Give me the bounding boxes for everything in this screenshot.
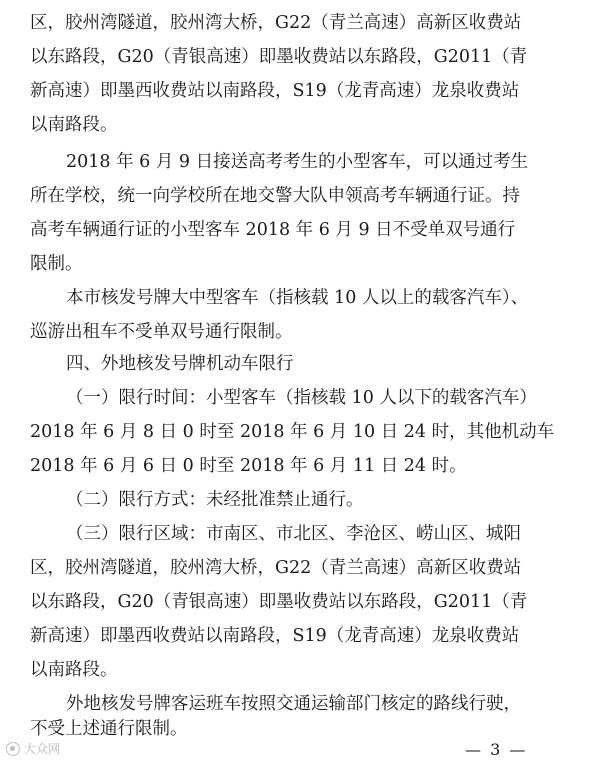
text-line: 限制。: [30, 254, 83, 274]
text-line: 外地核发号牌客运班车按照交通运输部门核定的路线行驶，: [66, 694, 521, 714]
section-heading: 四、外地核发号牌机动车限行: [66, 354, 294, 374]
watermark-text: 大众网: [24, 742, 61, 756]
text-line: 2018 年 6 月 6 日 0 时至 2018 年 6 月 11 日 24 时。: [30, 456, 467, 476]
text-line: 区，胶州湾隧道，胶州湾大桥，G22（青兰高速）高新区收费站: [30, 13, 522, 33]
text-line: 以东路段，G20（青银高速）即墨收费站以东路段，G2011（青: [30, 592, 528, 612]
text-line: 高考车辆通行证的小型客车 2018 年 6 月 9 日不受单双号通行: [30, 220, 516, 240]
text-line: 区，胶州湾隧道，胶州湾大桥，G22（青兰高速）高新区收费站: [30, 558, 522, 578]
text-line: 新高速）即墨西收费站以南路段，S19（龙青高速）龙泉收费站: [30, 81, 520, 101]
text-line: 以南路段。: [30, 115, 118, 135]
watermark-logo-icon: [6, 742, 20, 756]
watermark: [6, 740, 60, 757]
text-line: （一）限行时间：小型客车（指核载 10 人以下的载客汽车）: [66, 388, 537, 408]
page-number: — 3 —: [465, 740, 528, 759]
text-line: 以南路段。: [30, 660, 118, 680]
text-line: 巡游出租车不受单双号通行限制。: [30, 322, 293, 342]
text-line: （三）限行区域：市南区、市北区、李沧区、崂山区、城阳: [66, 524, 521, 544]
text-line: 新高速）即墨西收费站以南路段，S19（龙青高速）龙泉收费站: [30, 626, 520, 646]
text-line: 所在学校，统一向学校所在地交警大队申领高考车辆通行证。持: [30, 186, 520, 206]
text-line: 2018 年 6 月 8 日 0 时至 2018 年 6 月 10 日 24 时，其他机动车: [30, 422, 555, 442]
text-line: （二）限行方式：未经批准禁止通行。: [66, 490, 364, 510]
text-line: 不受上述通行限制。: [30, 719, 188, 739]
text-line: 本市核发号牌大中型客车（指核载 10 人以上的载客汽车）、: [66, 288, 529, 308]
text-line: 2018 年 6 月 9 日接送高考考生的小型客车，可以通过考生: [66, 152, 529, 172]
text-line: 以东路段，G20（青银高速）即墨收费站以东路段，G2011（青: [30, 47, 528, 67]
